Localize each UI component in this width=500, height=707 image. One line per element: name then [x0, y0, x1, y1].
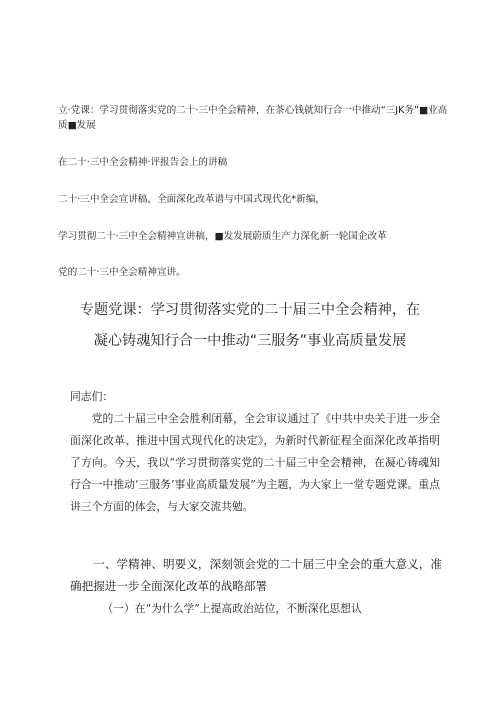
document-title-line-2: 凝心铸魂知行合一中推动“三服务”事业高质量发展 — [93, 333, 407, 349]
toc-entry-3: 二十·三中全会宣讲稿，全面深化改革谱与中国式现代化*新编， — [58, 194, 325, 205]
document-title-line-1: 专题党课：学习贯彻落实党的二十届三中全会精神，在 — [79, 302, 421, 318]
intro-paragraph: 党的二十届三中全会胜利闭幕，全会审议通过了《中共中央关于进一步全面深化改革、推进中国式现代化的决定》，为新时代新征程全面深化改革指明了方向。今天，我以“学习贯彻落实党的二十届三中全会精神，在凝心铸魂知行合一中推动‘三服务’事业高质量发展”为主题，为大家上一堂专题党课。重点讲三个方面的体会，与大家交流共勉。 — [70, 412, 440, 513]
toc-entry-5: 党的二十·三中全会精神宣讲。 — [58, 267, 186, 278]
greeting: 同志们： — [70, 390, 114, 403]
section-1-heading: 一、学精神、明要义，深刻领会党的二十届三中全会的重大意义，准确把握进一步全面深化改革的战略部署 — [70, 557, 442, 593]
toc-entry-2: 在二十·三中全会精神·评报告会上的讲稿 — [58, 157, 228, 168]
toc-entry-4: 学习贯彻二十·三中全会精神宣讲稿，■发发展蔚质生产力深化新一轮国企改革 — [58, 231, 387, 242]
subsection-1-heading: （一）在“为什么学”上提高政治站位，不断深化思想认 — [102, 602, 362, 615]
toc-entry-1: 立·党课：学习贯彻落实党的二十·三中全会精神，在茶心钱就知行合一中推动“三JK务”■业高质■发展 — [58, 105, 448, 131]
